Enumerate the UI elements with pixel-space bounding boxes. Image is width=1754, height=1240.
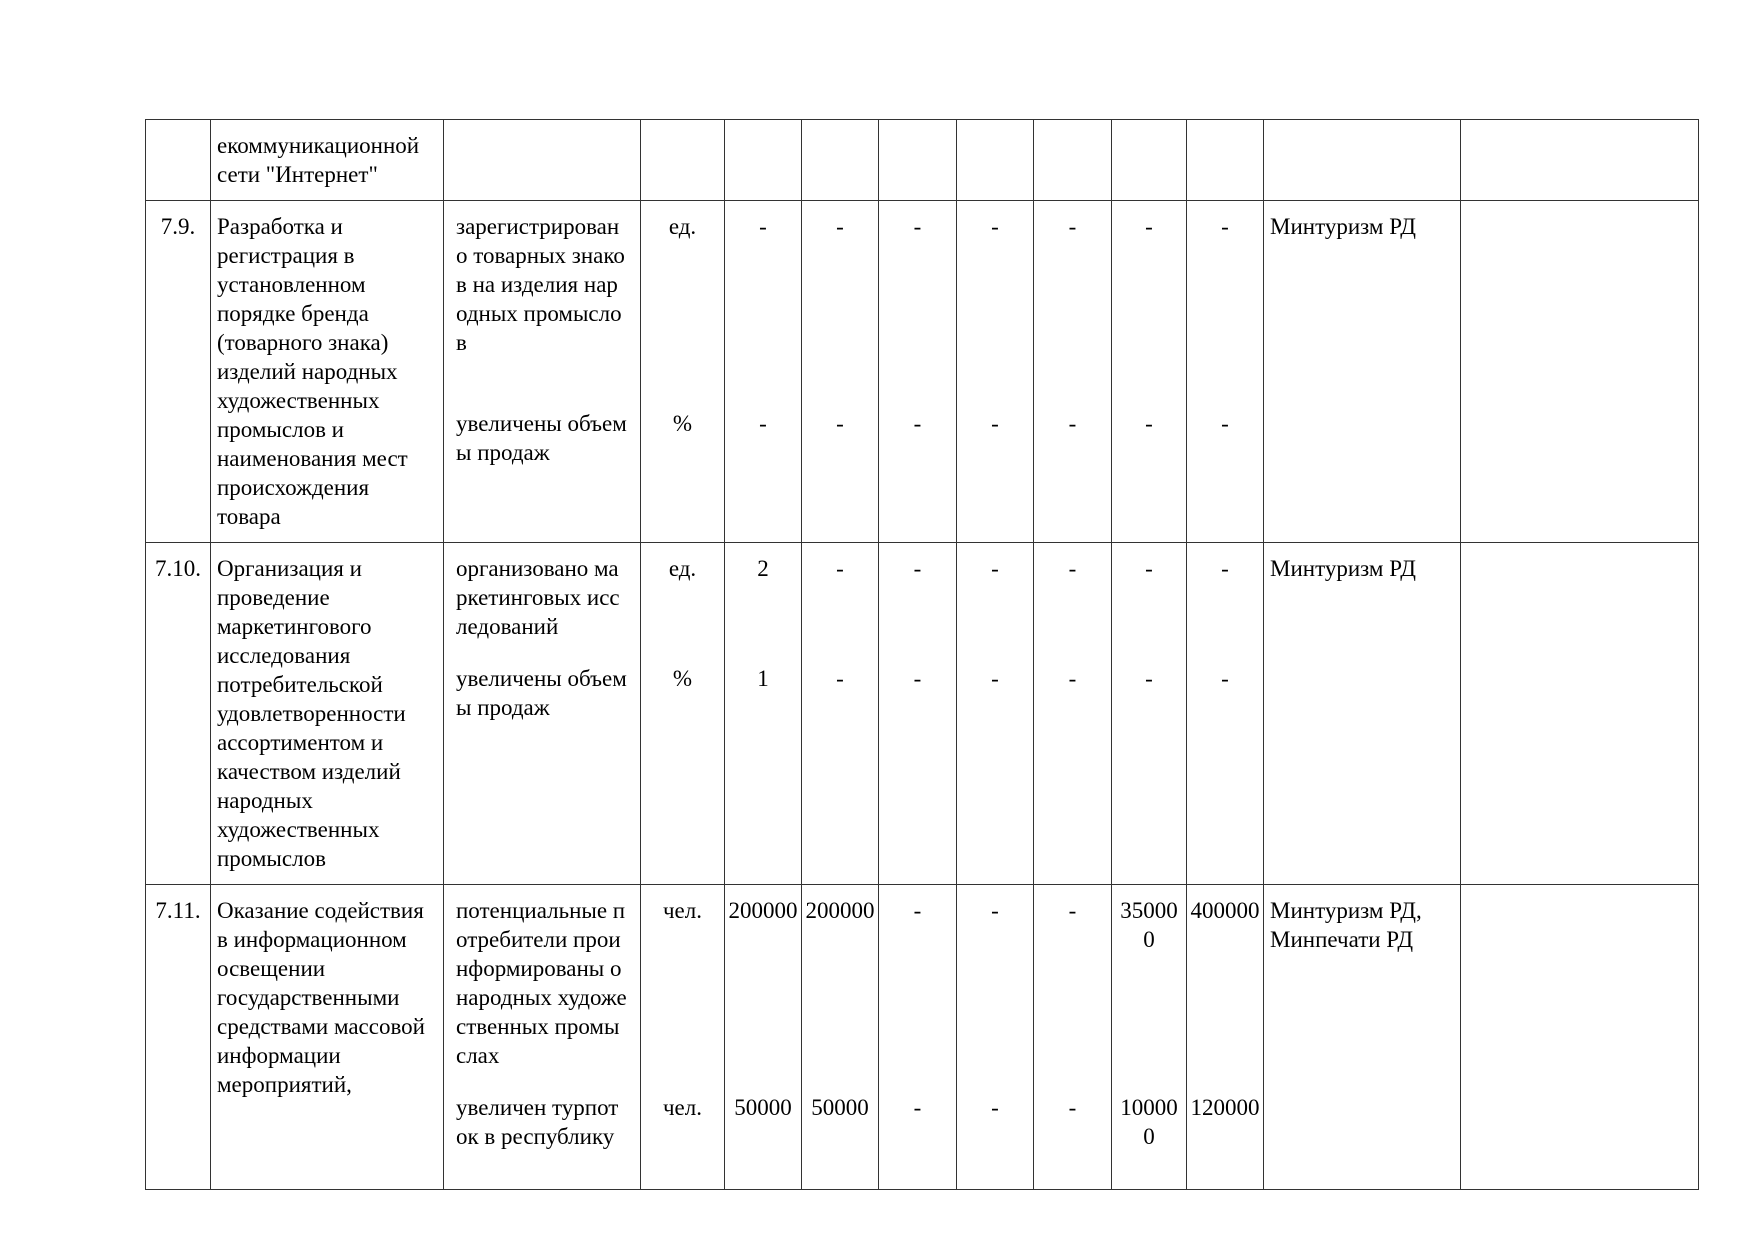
indicator-value: -: [759, 411, 767, 436]
unit-cell: [641, 120, 725, 201]
indicator-value: 50000: [734, 1095, 792, 1120]
value-cell-6: [1112, 201, 1187, 543]
indicator-value: -: [1145, 556, 1153, 581]
indicator-value: -: [913, 214, 922, 239]
program-table: [145, 119, 1699, 1190]
value-cell-3: [879, 543, 957, 885]
indicator-value: -: [913, 1095, 922, 1120]
indicator-value: -: [1068, 898, 1077, 923]
value-cell-2: [802, 201, 879, 543]
value-cell-5: [1034, 120, 1112, 201]
indicator-value: 400000: [1190, 898, 1260, 923]
indicator-value: -: [836, 556, 844, 581]
indicator-value: 350000: [1120, 898, 1178, 952]
value-cell-1: [725, 543, 802, 885]
indicator-value: -: [991, 898, 999, 923]
indicator-cell: [444, 543, 641, 885]
value-cell-1: [725, 885, 802, 1190]
value-cell-3: [879, 201, 957, 543]
empty-cell: [1461, 885, 1699, 1190]
empty-cell: [1461, 201, 1699, 543]
indicator-value: 120000: [1190, 1095, 1260, 1120]
indicator-unit: ед.: [668, 556, 697, 581]
value-cell-4: [957, 201, 1034, 543]
value-cell-7: [1187, 885, 1264, 1190]
value-cell-1: [725, 201, 802, 543]
indicator-value: -: [1145, 666, 1153, 691]
indicator-value: -: [1068, 214, 1077, 239]
responsible-executor: Минтуризм РД: [1264, 543, 1461, 885]
row-number: 7.9.: [146, 201, 211, 543]
indicator-cell: [444, 201, 641, 543]
indicator-value: -: [991, 214, 999, 239]
value-cell-5: [1034, 201, 1112, 543]
measure-name: екоммуникационной сети "Интернет": [211, 120, 444, 201]
value-cell-4: [957, 543, 1034, 885]
indicator-value: -: [1068, 411, 1077, 436]
indicator-value: -: [991, 556, 999, 581]
indicator-value: -: [1068, 666, 1077, 691]
indicator-value: 1: [757, 666, 769, 691]
value-cell-3: [879, 120, 957, 201]
unit-cell: [641, 543, 725, 885]
indicator-value: -: [1221, 666, 1229, 691]
indicator-unit: чел.: [662, 898, 702, 923]
table-row: [146, 201, 1699, 543]
indicator-text: увеличен турпоток в республику: [456, 1095, 619, 1149]
table-row: [146, 543, 1699, 885]
indicator-value: -: [991, 411, 999, 436]
value-cell-3: [879, 885, 957, 1190]
measure-name: Разработка и регистрация в установленном порядке бренда (товарного знака) изделий народных художественных промыслов и наименования мест происхождения товара: [211, 201, 444, 543]
value-cell-7: [1187, 120, 1264, 201]
indicator-text: потенциальные потребители проинформированы о народных художественных промыслах: [456, 898, 627, 1068]
indicator-unit: ед.: [668, 214, 697, 239]
value-cell-5: [1034, 543, 1112, 885]
indicator-text: зарегистрировано товарных знаков на изделия народных промыслов: [456, 214, 625, 355]
table-row: [146, 885, 1699, 1190]
responsible-executor: Минтуризм РД, Минпечати РД: [1264, 885, 1461, 1190]
indicator-value: 2: [757, 556, 769, 581]
row-number: [146, 120, 211, 201]
indicator-cell: [444, 885, 641, 1190]
measure-name: Оказание содействия в информационном освещении государственными средствами массовой информации мероприятий,: [211, 885, 444, 1190]
value-cell-6: [1112, 543, 1187, 885]
indicator-value: -: [836, 411, 844, 436]
empty-cell: [1461, 543, 1699, 885]
value-cell-5: [1034, 885, 1112, 1190]
indicator-value: 100000: [1120, 1095, 1178, 1149]
value-cell-6: [1112, 885, 1187, 1190]
indicator-unit: чел.: [662, 1095, 702, 1120]
empty-cell: [1461, 120, 1699, 201]
indicator-value: -: [991, 1095, 999, 1120]
value-cell-2: [802, 543, 879, 885]
indicator-value: -: [1221, 214, 1229, 239]
indicator-value: 50000: [811, 1095, 869, 1120]
indicator-value: -: [913, 411, 922, 436]
value-cell-4: [957, 885, 1034, 1190]
indicator-value: -: [1145, 411, 1153, 436]
indicator-value: -: [1145, 214, 1153, 239]
indicator-value: -: [913, 556, 922, 581]
indicator-value: -: [991, 666, 999, 691]
indicator-value: -: [913, 666, 922, 691]
row-number: 7.10.: [146, 543, 211, 885]
indicator-text: увеличены объемы продаж: [456, 666, 627, 720]
indicator-unit: %: [672, 666, 693, 691]
responsible-executor: [1264, 120, 1461, 201]
value-cell-6: [1112, 120, 1187, 201]
unit-cell: [641, 201, 725, 543]
indicator-value: -: [913, 898, 922, 923]
value-cell-7: [1187, 201, 1264, 543]
row-number: 7.11.: [146, 885, 211, 1190]
indicator-text: организовано маркетинговых исследований: [456, 556, 620, 639]
indicator-value: 200000: [805, 898, 875, 923]
value-cell-4: [957, 120, 1034, 201]
unit-cell: [641, 885, 725, 1190]
indicator-value: -: [1221, 556, 1229, 581]
indicator-text: увеличены объемы продаж: [456, 411, 627, 465]
value-cell-1: [725, 120, 802, 201]
indicator-value: -: [1068, 556, 1077, 581]
indicator-value: -: [1068, 1095, 1077, 1120]
indicator-value: 200000: [728, 898, 798, 923]
indicator-cell: [444, 120, 641, 201]
indicator-value: -: [759, 214, 767, 239]
indicator-value: -: [1221, 411, 1229, 436]
measure-name: Организация и проведение маркетингового исследования потребительской удовлетворенности ассортиментом и качеством изделий народных художественных промыслов: [211, 543, 444, 885]
indicator-value: -: [836, 666, 844, 691]
indicator-value: -: [836, 214, 844, 239]
responsible-executor: Минтуризм РД: [1264, 201, 1461, 543]
table-row: [146, 120, 1699, 201]
value-cell-2: [802, 120, 879, 201]
indicator-unit: %: [672, 411, 693, 436]
value-cell-2: [802, 885, 879, 1190]
value-cell-7: [1187, 543, 1264, 885]
